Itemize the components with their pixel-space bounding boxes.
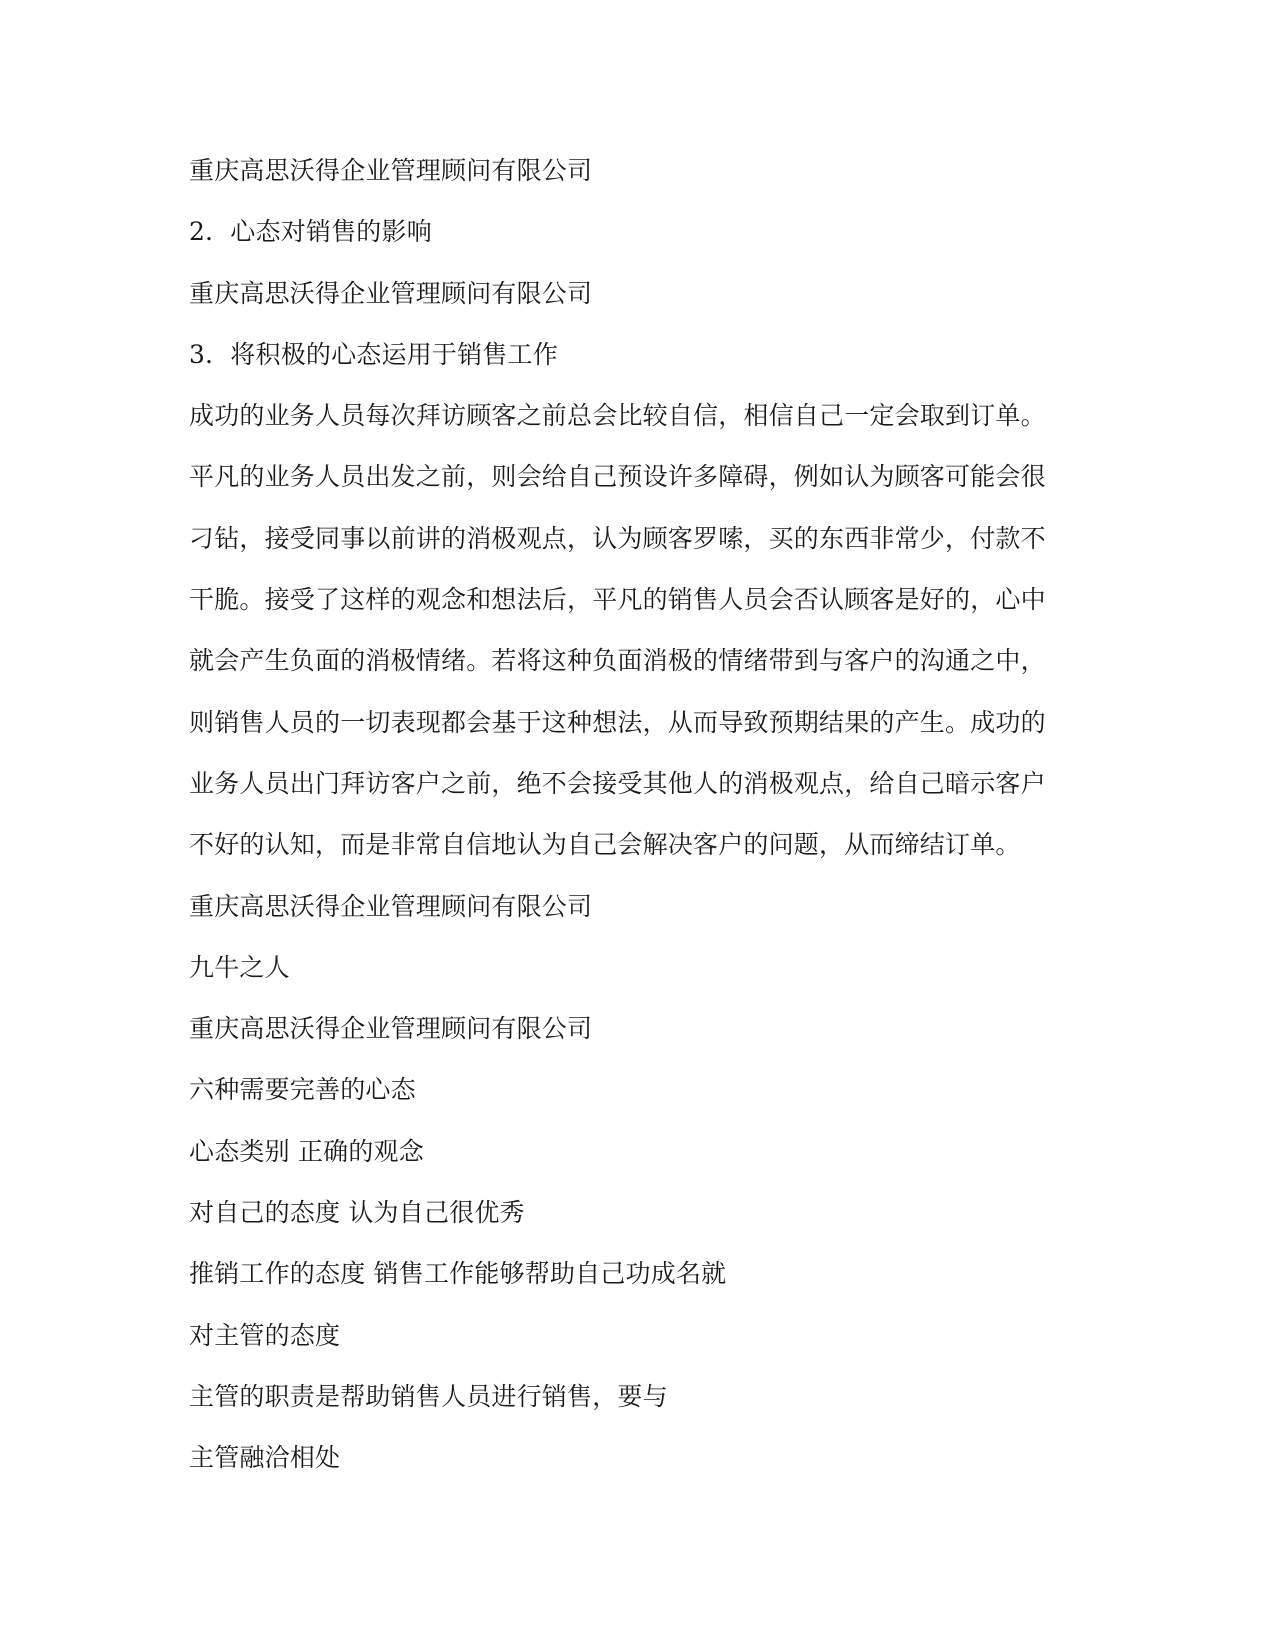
- company-name-line: 重庆高思沃得企业管理顾问有限公司: [189, 156, 593, 185]
- table-row-line: 推销工作的态度 销售工作能够帮助自己功成名就: [189, 1259, 727, 1289]
- table-row-line: 对主管的态度: [189, 1320, 341, 1350]
- paragraph-line: 刁钻，接受同事以前讲的消极观点，认为顾客罗嗦，买的东西非常少，付款不: [189, 523, 1046, 553]
- table-header-line: 心态类别 正确的观念: [189, 1136, 424, 1166]
- paragraph-line: 不好的认知，而是非常自信地认为自己会解决客户的问题，从而缔结订单。: [189, 830, 1021, 860]
- paragraph-line: 成功的业务人员每次拜访顾客之前总会比较自信，相信自己一定会取到订单。: [189, 401, 1046, 431]
- text-line: 九牛之人: [189, 952, 290, 982]
- paragraph-line: 业务人员出门拜访客户之前，绝不会接受其他人的消极观点，给自己暗示客户: [189, 768, 1046, 798]
- table-row-line: 对自己的态度 认为自己很优秀: [189, 1198, 525, 1228]
- paragraph-line: 平凡的业务人员出发之前，则会给自己预设许多障碍，例如认为顾客可能会很: [189, 462, 1046, 492]
- company-name-line: 重庆高思沃得企业管理顾问有限公司: [189, 891, 593, 921]
- table-row-line: 主管的职责是帮助销售人员进行销售，要与: [189, 1381, 668, 1411]
- paragraph-line: 则销售人员的一切表现都会基于这种想法，从而导致预期结果的产生。成功的: [189, 707, 1046, 737]
- subheading-line: 六种需要完善的心态: [189, 1075, 416, 1105]
- paragraph-line: 就会产生负面的消极情绪。若将这种负面消极的情绪带到与客户的沟通之中，: [189, 646, 1046, 676]
- section-heading-2: 2．心态对销售的影响: [189, 217, 432, 247]
- paragraph-line: 干脆。接受了这样的观念和想法后，平凡的销售人员会否认顾客是好的，心中: [189, 585, 1046, 615]
- document-body: [189, 140, 1049, 1489]
- table-row-line: 主管融洽相处: [189, 1443, 341, 1473]
- company-name-line: 重庆高思沃得企业管理顾问有限公司: [189, 278, 593, 308]
- section-heading-3: 3．将积极的心态运用于销售工作: [189, 339, 558, 369]
- company-name-line: 重庆高思沃得企业管理顾问有限公司: [189, 1014, 593, 1044]
